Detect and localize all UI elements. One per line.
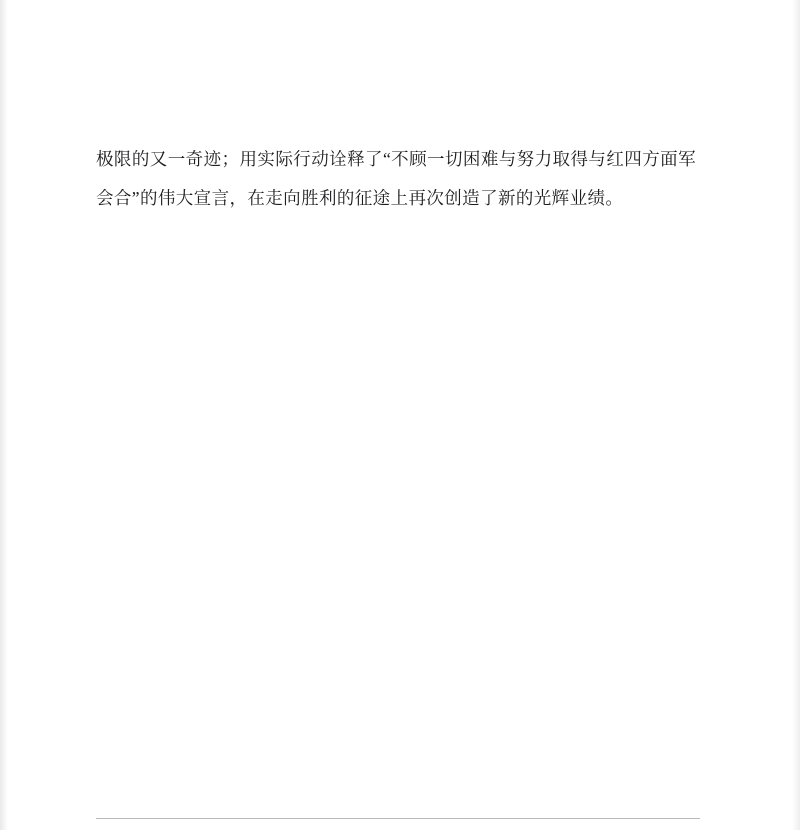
body-paragraph: 极限的又一奇迹；用实际行动诠释了“不顾一切困难与努力取得与红四方面军会合”的伟大宣言，在走向胜利的征途上再次创造了新的光辉业绩。 [96, 149, 696, 208]
page-right-edge-shadow [792, 0, 800, 830]
footer-divider [96, 818, 700, 819]
page-content-area [96, 140, 696, 218]
page-left-edge-shadow [0, 0, 8, 830]
